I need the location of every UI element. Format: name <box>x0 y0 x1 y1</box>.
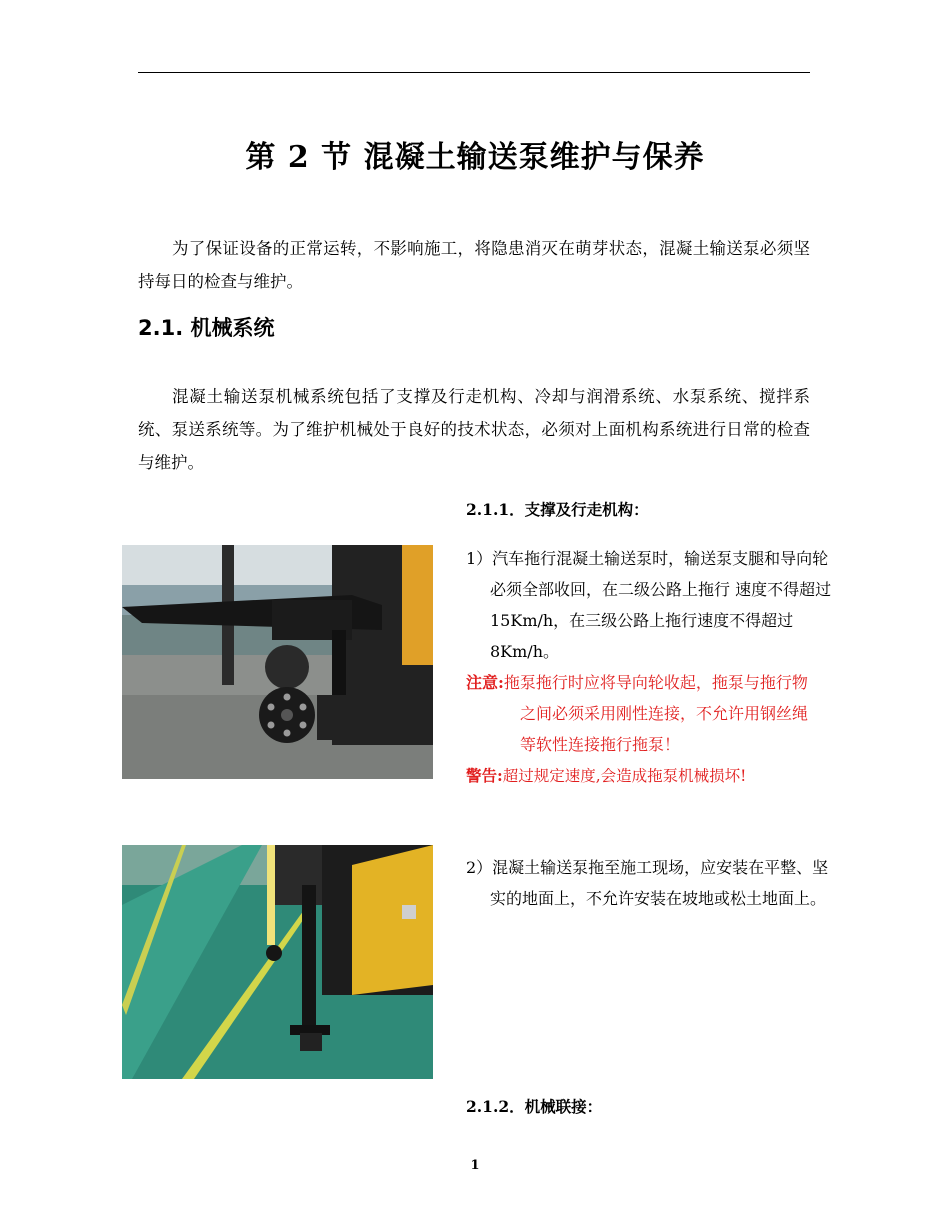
subsection-heading-2: 2.1.2．机械联接： <box>466 1097 603 1116</box>
subsection-heading-1: 2.1.1．支撑及行走机构： <box>466 500 649 519</box>
warning-block <box>466 760 812 792</box>
page-title: 第 2 节 混凝土输送泵维护与保养 <box>245 140 705 175</box>
list-item-2: 2）混凝土输送泵拖至施工现场，应安装在平整、坚实的地面上，不允许安装在坡地或松土地面上。 <box>466 858 829 908</box>
warning-label: 警告: <box>466 766 503 785</box>
warning-text: 超过规定速度,会造成拖泵机械损坏! <box>502 767 747 785</box>
section-heading: 2.1. 机械系统 <box>138 316 275 340</box>
page-number: 1 <box>470 1158 480 1173</box>
list-item-1: 1）汽车拖行混凝土输送泵时，输送泵支腿和导向轮必须全部收回，在二级公路上拖行 速度不得超过 15Km/h，在三级公路上拖行速度不得超过 8Km/h。 <box>466 549 832 661</box>
header-rule <box>138 72 810 73</box>
photo-outrigger <box>122 845 433 1079</box>
photo-guide-wheel <box>122 545 433 779</box>
intro-paragraph: 为了保证设备的正常运转，不影响施工，将隐患消灭在萌芽状态，混凝土输送泵必须坚持每日的检查与维护。 <box>138 239 810 291</box>
note-label: 注意: <box>466 673 504 692</box>
section-paragraph: 混凝土输送泵机械系统包括了支撑及行走机构、冷却与润滑系统、水泵系统、搅拌系统、泵送系统等。为了维护机械处于良好的技术状态，必须对上面机构系统进行日常的检查与维护。 <box>138 387 810 472</box>
note-text: 拖泵拖行时应将导向轮收起，拖泵与拖行物之间必须采用刚性连接，不允许用钢丝绳等软性连接拖行拖泵！ <box>503 673 809 754</box>
note-block <box>466 667 812 760</box>
